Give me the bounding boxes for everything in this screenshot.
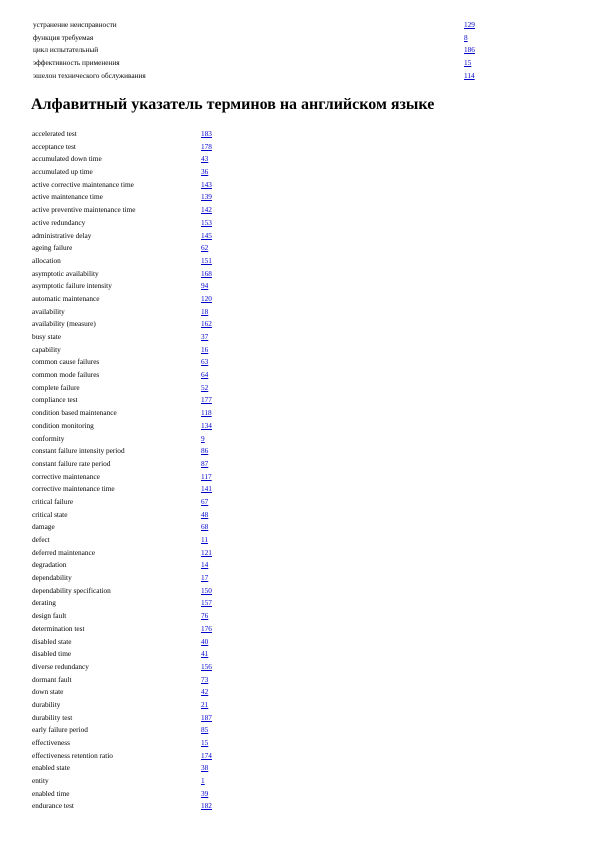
page-link[interactable]: 114 bbox=[464, 70, 475, 80]
page-link[interactable]: 15 bbox=[201, 738, 209, 747]
index-term: automatic maintenance bbox=[32, 293, 100, 303]
index-term: early failure period bbox=[32, 725, 88, 735]
index-entry bbox=[32, 686, 272, 699]
index-entry bbox=[32, 153, 272, 166]
index-entry bbox=[33, 44, 493, 57]
page-link[interactable]: 76 bbox=[201, 611, 209, 621]
page-link[interactable]: 42 bbox=[201, 687, 209, 697]
page-link[interactable]: 68 bbox=[201, 522, 209, 532]
index-entry bbox=[32, 458, 272, 471]
index-term: asymptotic failure intensity bbox=[32, 281, 112, 291]
english-term-index bbox=[32, 128, 272, 813]
page-link[interactable]: 36 bbox=[201, 167, 209, 177]
index-entry bbox=[32, 509, 272, 522]
index-term: determination test bbox=[32, 623, 85, 633]
index-entry bbox=[32, 471, 272, 484]
page-link[interactable]: 52 bbox=[201, 382, 209, 392]
page-link[interactable]: 43 bbox=[201, 154, 209, 164]
index-term: dependability specification bbox=[32, 585, 111, 595]
index-term: degradation bbox=[32, 560, 67, 570]
page-link[interactable]: 64 bbox=[201, 370, 209, 380]
page-link[interactable]: 117 bbox=[201, 471, 212, 481]
page-link[interactable]: 151 bbox=[201, 255, 212, 265]
page-link[interactable]: 141 bbox=[201, 484, 212, 494]
index-term: diverse redundancy bbox=[32, 661, 89, 671]
page-link[interactable]: 94 bbox=[201, 281, 209, 291]
index-term: active corrective maintenance time bbox=[32, 179, 134, 189]
index-term: asymptotic availability bbox=[32, 268, 99, 278]
index-entry bbox=[32, 597, 272, 610]
page-link[interactable]: 162 bbox=[201, 319, 212, 329]
index-term: corrective maintenance bbox=[32, 471, 100, 481]
page-link[interactable]: 14 bbox=[201, 560, 209, 570]
index-term: derating bbox=[32, 598, 56, 608]
page-link[interactable]: 38 bbox=[201, 763, 209, 773]
index-term: accelerated test bbox=[32, 129, 77, 138]
page-link[interactable]: 142 bbox=[201, 205, 212, 215]
index-entry bbox=[32, 623, 272, 636]
index-entry bbox=[32, 521, 272, 534]
index-term: common cause failures bbox=[32, 357, 100, 367]
page-link[interactable]: 157 bbox=[201, 598, 212, 608]
index-term: accumulated down time bbox=[32, 154, 102, 164]
page-link[interactable]: 176 bbox=[201, 623, 212, 633]
page-link[interactable]: 40 bbox=[201, 636, 209, 646]
index-term: эффективность применения bbox=[33, 58, 120, 68]
page-link[interactable]: 15 bbox=[464, 58, 472, 68]
index-entry bbox=[32, 547, 272, 560]
index-entry bbox=[32, 318, 272, 331]
index-entry bbox=[32, 585, 272, 598]
page-link[interactable]: 121 bbox=[201, 547, 212, 557]
page-link[interactable]: 18 bbox=[201, 306, 209, 316]
page-link[interactable]: 17 bbox=[201, 573, 209, 583]
russian-index-continuation bbox=[33, 19, 493, 82]
index-term: entity bbox=[32, 776, 49, 786]
index-term: condition monitoring bbox=[32, 420, 94, 430]
index-term: эшелон технического обслуживания bbox=[33, 70, 146, 80]
index-entry bbox=[32, 268, 272, 281]
page-link[interactable]: 9 bbox=[201, 433, 205, 443]
index-entry bbox=[32, 724, 272, 737]
index-entry bbox=[32, 191, 272, 204]
page-link[interactable]: 186 bbox=[464, 45, 475, 55]
page-link[interactable]: 156 bbox=[201, 661, 212, 671]
page-link[interactable]: 11 bbox=[201, 535, 209, 544]
index-entry bbox=[32, 179, 272, 192]
index-entry bbox=[32, 610, 272, 623]
index-entry bbox=[32, 762, 272, 775]
index-term: disabled time bbox=[32, 649, 72, 659]
page-link[interactable]: 87 bbox=[201, 458, 209, 468]
page-link[interactable]: 153 bbox=[201, 217, 212, 227]
page-link[interactable]: 120 bbox=[201, 293, 212, 303]
index-term: deferred maintenance bbox=[32, 547, 95, 557]
page-link[interactable]: 16 bbox=[201, 344, 209, 354]
index-entry bbox=[32, 255, 272, 268]
index-entry bbox=[32, 394, 272, 407]
index-entry bbox=[32, 306, 272, 319]
index-term: constant failure rate period bbox=[32, 458, 111, 468]
index-term: capability bbox=[32, 344, 61, 354]
index-term: critical state bbox=[32, 509, 68, 519]
index-term: устранение неисправности bbox=[33, 20, 117, 29]
index-term: constant failure intensity period bbox=[32, 446, 125, 456]
index-term: effectiveness retention ratio bbox=[32, 750, 113, 760]
index-entry bbox=[32, 344, 272, 357]
page-link[interactable]: 21 bbox=[201, 699, 209, 709]
index-entry bbox=[32, 433, 272, 446]
index-term: design fault bbox=[32, 611, 67, 621]
section-heading: Алфавитный указатель терминов на английском языке bbox=[31, 96, 435, 113]
index-entry bbox=[33, 32, 493, 45]
index-entry bbox=[32, 559, 272, 572]
index-entry bbox=[32, 674, 272, 687]
index-term: ageing failure bbox=[32, 243, 73, 253]
index-term: busy state bbox=[32, 332, 61, 341]
index-entry bbox=[32, 331, 272, 344]
index-entry bbox=[32, 293, 272, 306]
page-link[interactable]: 177 bbox=[201, 395, 212, 405]
index-entry bbox=[32, 407, 272, 420]
index-term: complete failure bbox=[32, 382, 80, 392]
index-term: enabled state bbox=[32, 763, 70, 773]
index-term: dependability bbox=[32, 573, 72, 583]
page-link[interactable]: 168 bbox=[201, 268, 212, 278]
index-term: conformity bbox=[32, 433, 65, 443]
index-term: dormant fault bbox=[32, 674, 72, 684]
index-entry bbox=[32, 750, 272, 763]
index-entry bbox=[33, 57, 493, 70]
page-link[interactable]: 48 bbox=[201, 509, 209, 519]
index-term: corrective maintenance time bbox=[32, 484, 115, 494]
index-term: administrative delay bbox=[32, 230, 92, 240]
index-entry bbox=[32, 572, 272, 585]
page-link[interactable]: 178 bbox=[201, 141, 212, 151]
index-entry bbox=[32, 699, 272, 712]
page-link[interactable]: 183 bbox=[201, 129, 212, 138]
index-entry bbox=[32, 204, 272, 217]
page-link[interactable]: 118 bbox=[201, 408, 212, 418]
index-entry bbox=[32, 420, 272, 433]
index-term: durability bbox=[32, 699, 61, 709]
index-entry bbox=[33, 70, 493, 83]
index-entry bbox=[32, 496, 272, 509]
index-term: active preventive maintenance time bbox=[32, 205, 136, 215]
index-entry bbox=[32, 712, 272, 725]
page-link[interactable]: 174 bbox=[201, 750, 212, 760]
page-link[interactable]: 86 bbox=[201, 446, 209, 456]
index-entry bbox=[32, 445, 272, 458]
index-term: damage bbox=[32, 522, 55, 532]
page-link[interactable]: 37 bbox=[201, 332, 209, 341]
index-entry bbox=[32, 166, 272, 179]
index-term: down state bbox=[32, 687, 64, 697]
index-entry bbox=[32, 217, 272, 230]
page-link[interactable]: 67 bbox=[201, 496, 209, 506]
index-term: compliance test bbox=[32, 395, 78, 405]
index-term: disabled state bbox=[32, 636, 72, 646]
page-link[interactable]: 8 bbox=[464, 32, 468, 42]
index-term: allocation bbox=[32, 255, 61, 265]
index-entry bbox=[32, 141, 272, 154]
page-link[interactable]: 73 bbox=[201, 674, 209, 684]
index-term: active maintenance time bbox=[32, 192, 103, 202]
index-entry bbox=[32, 230, 272, 243]
page-link[interactable]: 134 bbox=[201, 420, 212, 430]
page-link[interactable]: 39 bbox=[201, 788, 209, 798]
index-term: availability bbox=[32, 306, 65, 316]
index-entry bbox=[32, 636, 272, 649]
index-term: enabled time bbox=[32, 788, 70, 798]
page-link[interactable]: 1 bbox=[201, 776, 205, 786]
index-entry bbox=[32, 280, 272, 293]
page-link[interactable]: 187 bbox=[201, 712, 212, 722]
index-entry bbox=[32, 382, 272, 395]
index-entry bbox=[33, 19, 493, 32]
index-term: durability test bbox=[32, 712, 73, 722]
page-link[interactable]: 143 bbox=[201, 179, 212, 189]
page-link[interactable]: 41 bbox=[201, 649, 209, 659]
index-entry bbox=[32, 369, 272, 382]
page-link[interactable]: 85 bbox=[201, 725, 209, 735]
index-entry bbox=[32, 661, 272, 674]
index-term: condition based maintenance bbox=[32, 408, 117, 418]
page-link[interactable]: 139 bbox=[201, 192, 212, 202]
page-link[interactable]: 129 bbox=[464, 20, 475, 29]
index-entry bbox=[32, 800, 272, 813]
index-term: endurance test bbox=[32, 801, 74, 811]
index-term: availability (measure) bbox=[32, 319, 96, 329]
index-term: active redundancy bbox=[32, 217, 86, 227]
index-entry bbox=[32, 534, 272, 547]
index-term: critical failure bbox=[32, 496, 74, 506]
index-term: accumulated up time bbox=[32, 167, 93, 177]
index-term: цикл испытательный bbox=[33, 45, 99, 55]
page-link[interactable]: 63 bbox=[201, 357, 209, 367]
page-link[interactable]: 182 bbox=[201, 801, 212, 811]
index-entry bbox=[32, 737, 272, 750]
index-entry bbox=[32, 648, 272, 661]
page-link[interactable]: 145 bbox=[201, 230, 212, 240]
index-entry bbox=[32, 775, 272, 788]
page-link[interactable]: 150 bbox=[201, 585, 212, 595]
index-entry bbox=[32, 356, 272, 369]
page-link[interactable]: 62 bbox=[201, 243, 209, 253]
index-entry bbox=[32, 483, 272, 496]
index-term: effectiveness bbox=[32, 738, 70, 747]
index-entry bbox=[32, 788, 272, 801]
index-term: функция требуемая bbox=[33, 32, 94, 42]
index-entry bbox=[32, 242, 272, 255]
index-term: defect bbox=[32, 535, 50, 544]
index-entry bbox=[32, 128, 272, 141]
index-term: common mode failures bbox=[32, 370, 100, 380]
index-term: acceptance test bbox=[32, 141, 76, 151]
